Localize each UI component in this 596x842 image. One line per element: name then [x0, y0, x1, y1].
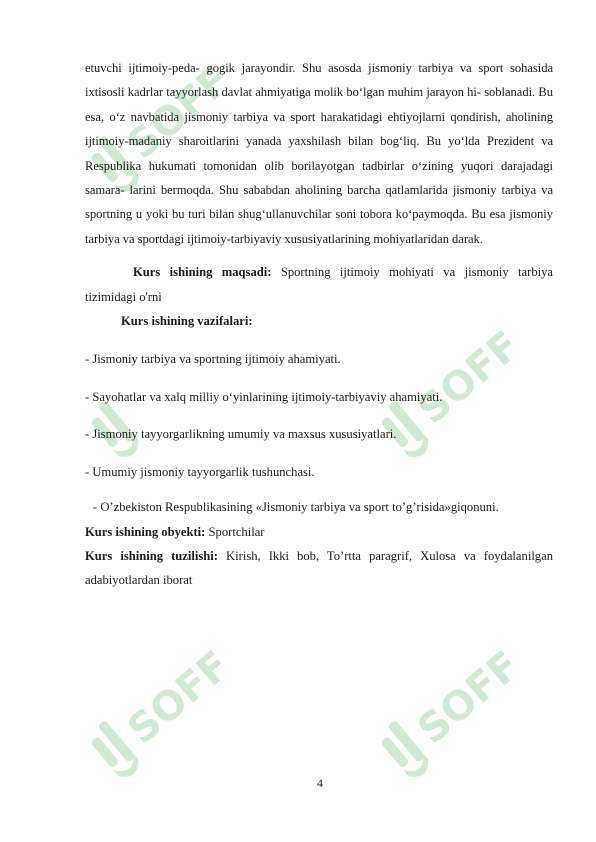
course-task-law-item: - O’zbekiston Respublikasining «Jismoniy tarbiya va sport to’g’risida»giqonuni.: [93, 500, 499, 515]
course-structure: [85, 544, 553, 593]
soff-watermark-logo: [360, 640, 550, 790]
course-task-item: - Umumiy jismoniy tayyorgarlik tushunchasi.: [85, 464, 315, 479]
course-task-item: - Sayohatlar va xalq milliy o‘yinlarining ijtimoiy-tarbiyaviy ahamiyati.: [85, 389, 443, 404]
course-aim: [85, 260, 553, 309]
watermark-text: SOFF: [119, 57, 239, 169]
body-paragraph: etuvchi ijtimoiy-peda- gogik jarayondir. Shu asosda jismoniy tarbiya va sport sohasida ixtisosli kadrlar tayyorlash davlat ahmiyatiga molik bo‘lgan muhim jarayon hi- soblanadi. Bu esa, o‘z navbatida jismoniy tarbiya va sport harakatidagi ehtiyojlarni qondirish, aholining ijtimoiy-madaniy sharoitlarini yanada yaxshilash bilan bog‘liq. Bu yo‘lda Prezident va Respublika hukumati tomonidan olib borilayotgan tadbirlar o‘zining yuqori darajadagi samara- larini bermoqda. Shu sababdan aholining barcha qatlamlarida jismoniy tarbiya va sportning u yoki bu turi bilan shug‘ullanuvchilar soni tobora ko‘paymoqda. Bu esa jismoniy tarbiya va sportdagi ijtimoiy-tarbiyaviy xususiyatlarining mohiyatlaridan darak.: [85, 61, 553, 246]
watermark-text: SOFF: [409, 642, 529, 754]
watermark-text: SOFF: [409, 322, 529, 434]
course-object: [85, 520, 553, 544]
course-object-label: Kurs ishining obyekti:: [85, 524, 206, 539]
course-aim-text: Sportning ijtimoiy mohiyati va jismoniy tarbiya tizimidagi o'rni: [85, 265, 553, 304]
course-tasks-heading: Kurs ishining vazifalari:: [121, 314, 253, 329]
course-structure-text: Kirish, Ikki bob, To’rtta paragrif, Xulosa va foydalanilgan adabiyotlardan iborat: [85, 548, 553, 588]
course-structure-label: Kurs ishining tuzilishi:: [85, 548, 218, 563]
course-task-item: - Jismoniy tayyorgarlikning umumiy va maxsus xususiyatlari.: [85, 427, 397, 442]
course-object-text: Sportchilar: [205, 524, 265, 539]
page-number: 4: [317, 776, 323, 790]
document-body: [85, 56, 553, 593]
watermark-text: SOFF: [119, 642, 239, 754]
course-aim-label: Kurs ishining maqsadi:: [133, 265, 272, 280]
course-task-item: - Jismoniy tarbiya va sportning ijtimoiy ahamiyati.: [85, 352, 341, 367]
soff-watermark-logo: [70, 640, 260, 790]
